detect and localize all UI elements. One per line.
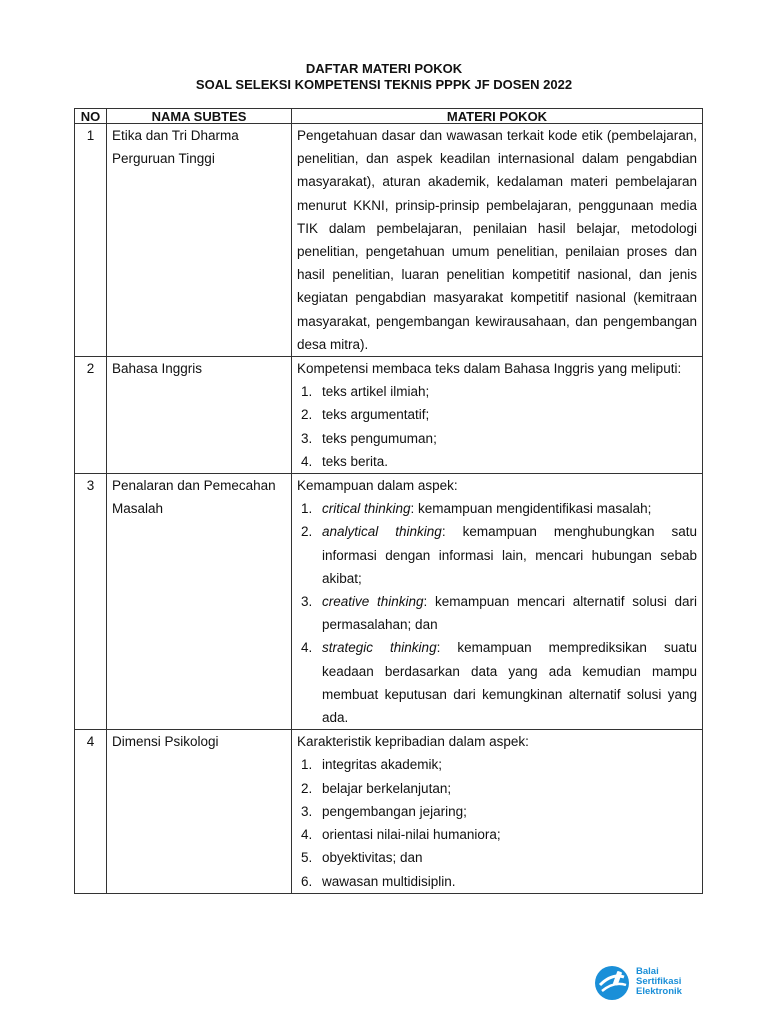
list-item-number: 1. [301, 384, 313, 400]
list-item-number: 2. [301, 780, 313, 796]
list-item-text: wawasan multidisiplin. [322, 873, 456, 889]
logo-text-line3: Elektronik [636, 986, 682, 997]
list-item-term: critical thinking [322, 501, 411, 517]
subtest-name: Dimensi Psikologi [107, 730, 292, 893]
subtest-name: Etika dan Tri Dharma Perguruan Tinggi [107, 124, 292, 357]
list-item-number: 3. [301, 430, 313, 446]
list-item-number: 4. [301, 827, 313, 843]
header-no: NO [75, 109, 107, 124]
list-item-text: : kemampuan memprediksikan suatu keadaan berdasarkan data yang ada kemudian mampu membuat keputusan dari kemungkinan alternatif solusi yang ada. [322, 640, 697, 726]
table-header-row [75, 109, 703, 124]
list-item-text: obyektivitas; dan [322, 850, 423, 866]
list-item-text: belajar berkelanjutan; [322, 780, 452, 796]
list-item-number: 1. [301, 757, 313, 773]
list-item [297, 497, 697, 520]
list-item-text: teks artikel ilmiah; [322, 384, 430, 400]
list-item-text-wrap [322, 846, 697, 869]
bsre-logo [594, 965, 704, 1001]
list-item [297, 427, 697, 450]
materi-table [74, 108, 703, 894]
row-number: 3 [75, 474, 107, 730]
table-row [75, 357, 703, 474]
materi-intro: Kompetensi membaca teks dalam Bahasa Inggris yang meliputi: [297, 361, 682, 377]
list-item-text-wrap [322, 380, 697, 403]
list-item-number: 6. [301, 873, 313, 889]
list-item-text-wrap [322, 800, 697, 823]
list-item [297, 380, 697, 403]
list-item-term: creative thinking [322, 594, 424, 610]
materi-intro: Pengetahuan dasar dan wawasan terkait kode etik (pembelajaran, penelitian, dan aspek keadilan internasional dalam pengabdian masyarakat), aturan akademik, kedalaman materi pembelajaran menurut KKNI, prinsip-prinsip pembelajaran, penggunaan media TIK dalam pembelajaran, penilaian hasil belajar, metodologi penelitian, pengetahuan umum penelitian, penilaian proses dan hasil penelitian, luaran penelitian kompetitif nasional, dan jenis kegiatan pengabdian masyarakat kompetitif nasional (kemitraan masyarakat, pengembangan kewirausahaan, dan pengembangan desa mitra). [297, 128, 697, 352]
materi-cell [292, 124, 703, 357]
materi-intro: Karakteristik kepribadian dalam aspek: [297, 734, 529, 750]
list-item-text: teks argumentatif; [322, 407, 430, 423]
list-item [297, 800, 697, 823]
list-item-text-wrap [322, 636, 697, 729]
table-row [75, 474, 703, 730]
list-item [297, 777, 697, 800]
list-item-text-wrap [322, 520, 697, 590]
list-item [297, 403, 697, 426]
materi-cell [292, 357, 703, 474]
row-number: 1 [75, 124, 107, 357]
list-item-text: pengembangan jejaring; [322, 803, 467, 819]
list-item-number: 3. [301, 803, 313, 819]
bsre-logo-icon [594, 965, 632, 1001]
list-item [297, 823, 697, 846]
list-item-text-wrap [322, 823, 697, 846]
list-item-number: 5. [301, 850, 313, 866]
list-item-text: integritas akademik; [322, 757, 443, 773]
header-materi-pokok: MATERI POKOK [292, 109, 703, 124]
list-item-text-wrap [322, 403, 697, 426]
materi-cell [292, 474, 703, 730]
list-item-number: 1. [301, 501, 313, 517]
list-item-text: : kemampuan mencari alternatif solusi dari permasalahan; dan [322, 594, 697, 633]
list-item-number: 3. [301, 594, 313, 610]
header-nama-subtes: NAMA SUBTES [107, 109, 292, 124]
logo-text-line2: Sertifikasi [636, 976, 682, 987]
list-item [297, 870, 697, 893]
list-item [297, 846, 697, 869]
list-item-text-wrap [322, 870, 697, 893]
list-item [297, 520, 697, 590]
row-number: 2 [75, 357, 107, 474]
list-item-number: 4. [301, 640, 313, 656]
list-item [297, 450, 697, 473]
table-row [75, 124, 703, 357]
list-item-text: : kemampuan menghubungkan satu informasi dengan informasi lain, mencari hubungan sebab akibat; [322, 524, 697, 586]
logo-text-line1: Balai [636, 966, 659, 977]
list-item-text-wrap [322, 427, 697, 450]
list-item-term: analytical thinking [322, 524, 442, 540]
subtest-name: Penalaran dan Pemecahan Masalah [107, 474, 292, 730]
list-item-text-wrap [322, 753, 697, 776]
list-item-number: 2. [301, 524, 313, 540]
subtest-name: Bahasa Inggris [107, 357, 292, 474]
list-item [297, 636, 697, 729]
list-item-text-wrap [322, 497, 697, 520]
list-item [297, 753, 697, 776]
list-item-term: strategic thinking [322, 640, 437, 656]
list-item-text-wrap [322, 450, 697, 473]
list-item-number: 4. [301, 453, 313, 469]
document-title: DAFTAR MATERI POKOK [305, 61, 463, 76]
list-item-text-wrap [322, 590, 697, 636]
list-item [297, 590, 697, 636]
document-subtitle: SOAL SELEKSI KOMPETENSI TEKNIS PPPK JF DOSEN 2022 [195, 77, 573, 92]
table-row [75, 730, 703, 893]
list-item-text: teks berita. [322, 453, 389, 469]
materi-intro: Kemampuan dalam aspek: [297, 478, 458, 494]
row-number: 4 [75, 730, 107, 893]
materi-cell [292, 730, 703, 893]
list-item-text: orientasi nilai-nilai humaniora; [322, 827, 501, 843]
list-item-text-wrap [322, 777, 697, 800]
list-item-text: : kemampuan mengidentifikasi masalah; [410, 501, 652, 517]
list-item-number: 2. [301, 407, 313, 423]
list-item-text: teks pengumuman; [322, 430, 437, 446]
